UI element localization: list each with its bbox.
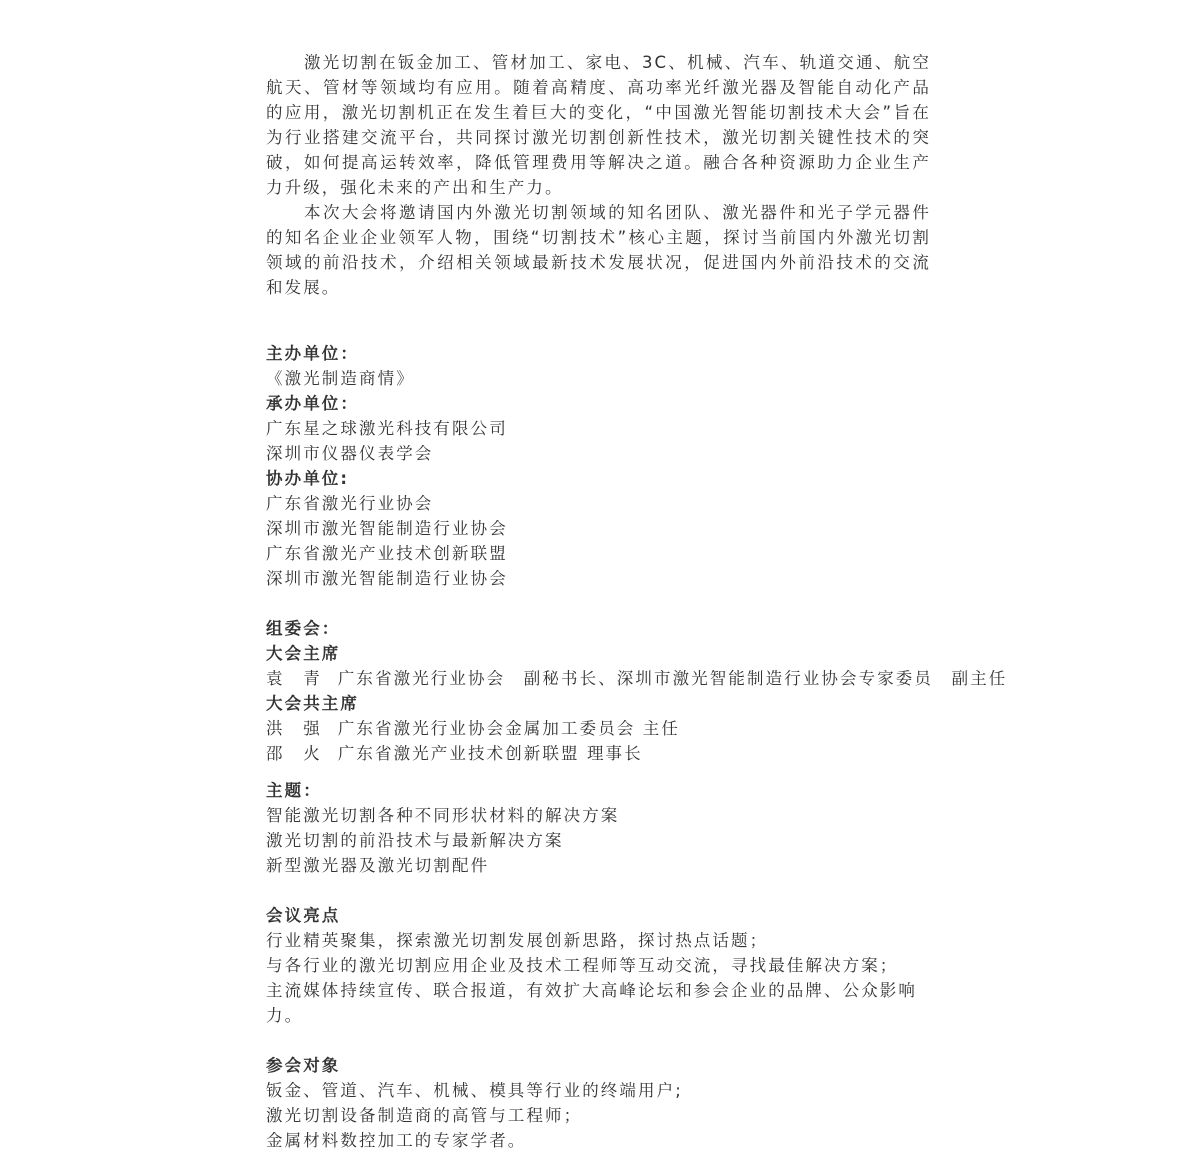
audience-heading: 参会对象 [266, 1056, 341, 1075]
audience-section [266, 1053, 1006, 1153]
document-body [266, 50, 1006, 1153]
organizers-section [266, 341, 1006, 591]
audience-item: 钣金、管道、汽车、机械、模具等行业的终端用户; [266, 1081, 683, 1100]
highlights-heading: 会议亮点 [266, 906, 341, 925]
intro-paragraph-1: 激光切割在钣金加工、管材加工、家电、3C、机械、汽车、轨道交通、航空航天、管材等领域均有应用。随着高精度、高功率光纤激光器及智能自动化产品的应用，激光切割机正在发生着巨大的变化，“中国激光智能切割技术大会”旨在为行业搭建交流平台，共同探讨激光切割创新性技术，激光切割关键性技术的突破，如何提高运转效率，降低管理费用等解决之道。融合各种资源助力企业生产力升级，强化未来的产出和生产力。 [266, 53, 931, 197]
co-organizer-item: 广东省激光产业技术创新联盟 [266, 544, 508, 563]
undertaker-item: 深圳市仪器仪表学会 [266, 444, 434, 463]
undertaker-item: 广东星之球激光科技有限公司 [266, 419, 508, 438]
committee-section [266, 616, 1006, 766]
highlight-item: 行业精英聚集，探索激光切割发展创新思路，探讨热点话题； [266, 931, 769, 950]
co-organizer-item: 深圳市激光智能制造行业协会 [266, 569, 508, 588]
co-organizer-item: 深圳市激光智能制造行业协会 [266, 519, 508, 538]
topic-item: 激光切割的前沿技术与最新解决方案 [266, 831, 564, 850]
cochair-title: 广东省激光行业协会金属加工委员会 主任 [337, 719, 680, 738]
audience-item: 激光切割设备制造商的高管与工程师； [266, 1106, 583, 1125]
audience-item: 金属材料数控加工的专家学者。 [266, 1131, 527, 1150]
cochair-title: 广东省激光产业技术创新联盟 理事长 [337, 744, 643, 763]
highlights-section [266, 903, 1006, 1028]
cochair-heading: 大会共主席 [266, 694, 359, 713]
host-item: 《激光制造商情》 [266, 369, 415, 388]
topics-section [266, 778, 1006, 878]
spacer [266, 300, 1006, 325]
chair-heading: 大会主席 [266, 644, 341, 663]
cochair-name: 洪 强 [266, 719, 322, 738]
intro-section [266, 50, 931, 300]
topic-item: 新型激光器及激光切割配件 [266, 856, 490, 875]
highlight-item: 与各行业的激光切割应用企业及技术工程师等互动交流，寻找最佳解决方案； [266, 956, 899, 975]
topics-heading: 主题： [266, 781, 322, 800]
spacer [266, 878, 1006, 903]
cochair-name: 邵 火 [266, 744, 322, 763]
chair-row [266, 666, 1006, 691]
spacer [266, 1028, 1006, 1053]
spacer [266, 766, 1006, 778]
intro-paragraph-2: 本次大会将邀请国内外激光切割领域的知名团队、激光器件和光子学元器件的知名企业企业领军人物，围绕“切割技术”核心主题，探讨当前国内外激光切割领域的前沿技术，介绍相关领域最新技术发展状况，促进国内外前沿技术的交流和发展。 [266, 203, 931, 297]
chair-name: 袁 青 [266, 669, 322, 688]
co-organizer-item: 广东省激光行业协会 [266, 494, 434, 513]
topic-item: 智能激光切割各种不同形状材料的解决方案 [266, 806, 620, 825]
highlight-item: 主流媒体持续宣传、联合报道，有效扩大高峰论坛和参会企业的品牌、公众影响力。 [266, 981, 917, 1025]
spacer [266, 591, 1006, 616]
co-organizer-heading: 协办单位: [266, 469, 350, 488]
undertaker-heading: 承办单位： [266, 394, 359, 413]
host-heading: 主办单位： [266, 344, 359, 363]
committee-heading: 组委会： [266, 619, 341, 638]
chair-title: 广东省激光行业协会 副秘书长、深圳市激光智能制造行业协会专家委员 副主任 [337, 669, 1008, 688]
cochair-row [266, 716, 1006, 741]
cochair-row [266, 741, 1006, 766]
